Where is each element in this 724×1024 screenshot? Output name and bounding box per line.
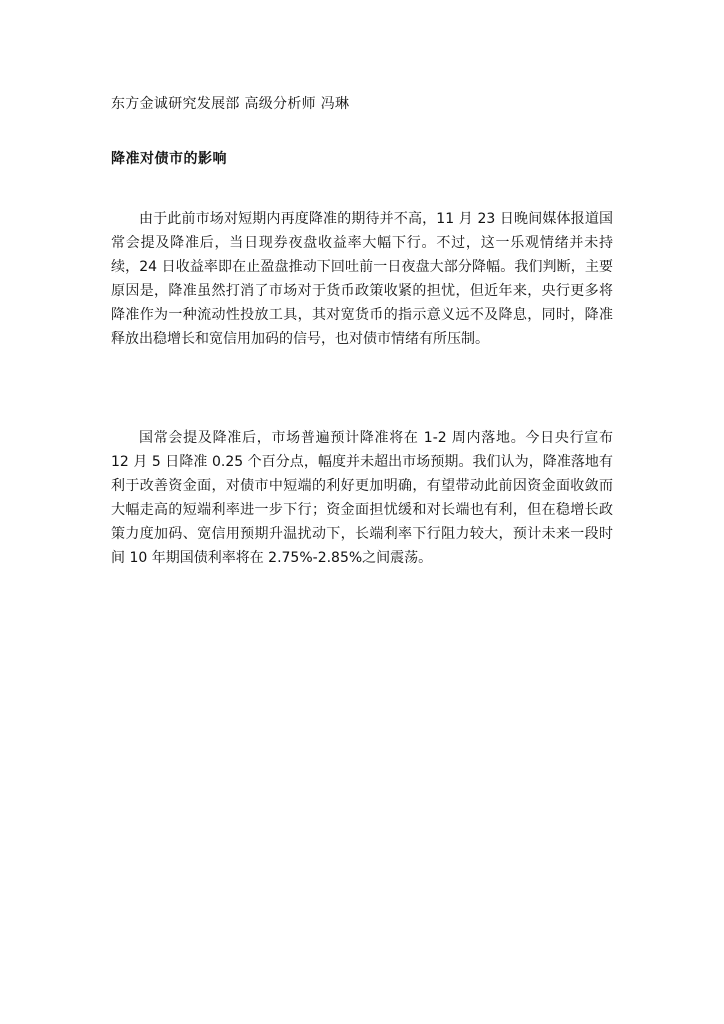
author-byline: 东方金诚研究发展部 高级分析师 冯琳: [111, 96, 350, 112]
paragraph-2: 国常会提及降准后，市场普遍预计降准将在 1-2 周内落地。今日央行宣布 12 月 5 日降准 0.25 个百分点，幅度并未超出市场预期。我们认为，降准落地有利于改善资金面，对债市中短端的利好更加明确，有望带动此前因资金面收敛而大幅走高的短端利率进一步下行；资金面担忧缓和对长端也有利，但在稳增长政策力度加码、宽信用预期升温扰动下，长端利率下行阻力较大，预计未来一段时间 10 年期国债利率将在 2.75%-2.85%之间震荡。: [111, 430, 613, 566]
paragraph-1: 由于此前市场对短期内再度降准的期待并不高，11 月 23 日晚间媒体报道国常会提及降准后，当日现券夜盘收益率大幅下行。不过，这一乐观情绪并未持续，24 日收益率即在止盈盘推动下回吐前一日夜盘大部分降幅。我们判断，主要原因是，降准虽然打消了市场对于货币政策收紧的担忧，但近年来，央行更多将降准作为一种流动性投放工具，其对宽货币的指示意义远不及降息，同时，降准释放出稳增长和宽信用加码的信号，也对债市情绪有所压制。: [111, 211, 613, 347]
section-heading: 降准对债市的影响: [111, 151, 227, 167]
